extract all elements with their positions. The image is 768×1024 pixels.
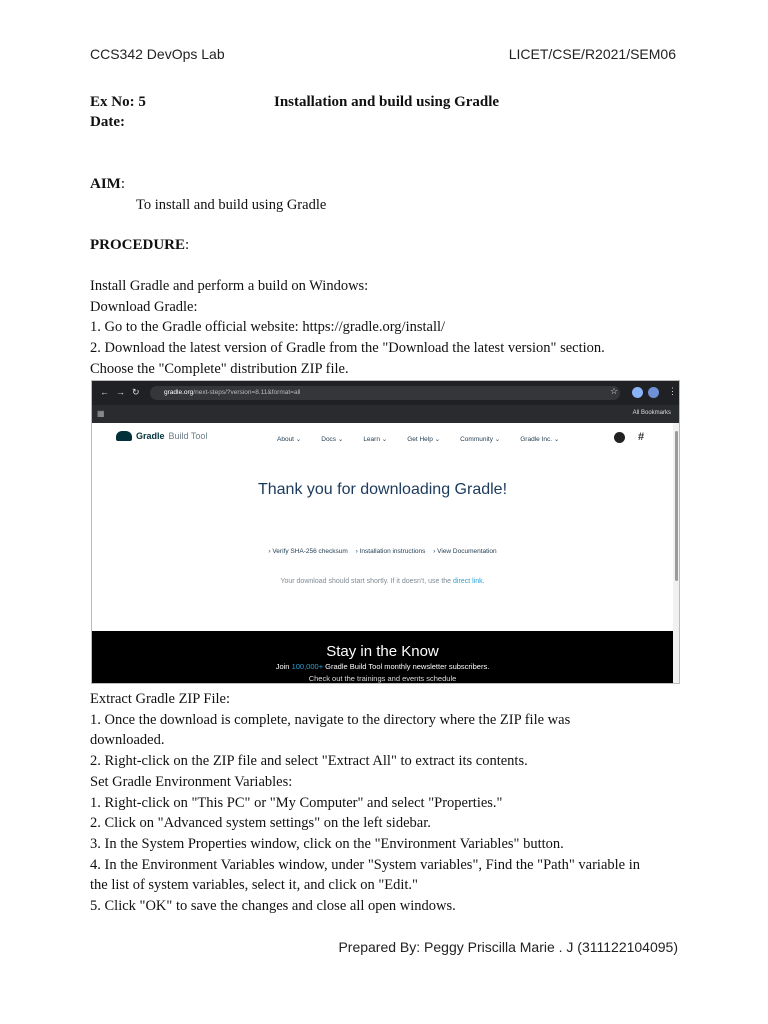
browser-toolbar [92, 381, 679, 405]
download-note-text: Your download should start shortly. If it doesn't, use the [280, 578, 452, 585]
prepared-by-footer: Prepared By: Peggy Priscilla Marie . J (311122104095) [338, 939, 678, 955]
date-label: Date: [90, 114, 125, 130]
logo-bold-text: Gradle [136, 431, 165, 441]
nav-get-help: Get Help ⌄ [407, 436, 441, 443]
nav-learn: Learn ⌄ [363, 436, 388, 443]
gradle-download-screenshot [91, 380, 680, 684]
aim-colon: : [120, 176, 125, 192]
step-line: Download Gradle: [90, 298, 198, 315]
installation-instructions-link: › Installation instructions [355, 548, 426, 555]
procedure-steps-download [90, 276, 680, 380]
gradle-nav [277, 435, 579, 443]
step-line: the list of system variables, select it, and click on "Edit." [90, 877, 418, 894]
nav-community: Community ⌄ [460, 436, 501, 443]
step-line: 1. Right-click on "This PC" or "My Computer" and select "Properties." [90, 794, 503, 811]
verify-checksum-link: › Verify SHA-256 checksum [268, 548, 348, 555]
step-line: Set Gradle Environment Variables: [90, 773, 293, 790]
menu-dots-icon: ⋮ [668, 386, 677, 396]
aim-label: AIM [90, 176, 121, 192]
download-links [92, 548, 673, 555]
url-host: gradle.org [164, 389, 194, 396]
banner-subtitle [92, 662, 673, 671]
procedure-colon: : [185, 237, 190, 253]
profile-avatar-icon [648, 387, 659, 398]
forward-icon: → [116, 387, 125, 397]
nav-gradle-inc: Gradle Inc. ⌄ [520, 436, 560, 443]
page-scrollbar [673, 423, 680, 684]
slack-icon: # [638, 431, 645, 443]
aim-text: To install and build using Gradle [136, 197, 327, 213]
back-icon: ← [100, 387, 109, 397]
exercise-number: Ex No: 5 [90, 94, 146, 110]
logo-thin-text: Build Tool [168, 431, 208, 441]
download-note [92, 578, 673, 585]
banner-count: 100,000+ [291, 662, 324, 671]
nav-about: About ⌄ [277, 436, 302, 443]
address-bar [150, 386, 620, 400]
banner-rest: Gradle Build Tool monthly newsletter subscribers. [325, 662, 490, 671]
thank-you-heading: Thank you for downloading Gradle! [257, 481, 508, 498]
step-line: Extract Gradle ZIP File: [90, 691, 230, 707]
exercise-title: Installation and build using Gradle [274, 94, 500, 110]
gradle-page [92, 423, 673, 684]
step-line: Choose the "Complete" distribution ZIP file. [90, 360, 349, 377]
gradle-logo [116, 431, 207, 441]
step-line: downloaded. [90, 732, 165, 749]
step-line: 1. Go to the Gradle official website: https://gradle.org/install/ [90, 319, 446, 336]
gradle-elephant-icon [116, 431, 132, 441]
url-path: /next-steps/?version=8.11&format=all [193, 389, 301, 396]
step-line: 4. In the Environment Variables window, under "System variables", Find the "Path" variable in [90, 856, 641, 873]
step-line: Install Gradle and perform a build on Windows: [90, 278, 369, 294]
direct-link: direct link. [453, 578, 485, 585]
reload-icon: ↻ [132, 387, 140, 397]
step-line: 1. Once the download is complete, navigate to the directory where the ZIP file was [90, 711, 571, 728]
apps-grid-icon: ▦ [97, 409, 105, 418]
step-line: 3. In the System Properties window, click on the "Environment Variables" button. [90, 835, 564, 852]
download-icon [632, 387, 643, 398]
step-line: 2. Download the latest version of Gradle from the "Download the latest version" section. [90, 340, 605, 357]
step-line: 5. Click "OK" to save the changes and close all open windows. [90, 898, 456, 915]
nav-docs: Docs ⌄ [321, 436, 344, 443]
all-bookmarks-label: All Bookmarks [632, 410, 671, 416]
view-documentation-link: › View Documentation [433, 548, 497, 555]
bookmarks-bar [92, 405, 679, 423]
procedure-label: PROCEDURE [90, 237, 186, 253]
banner-join: Join [275, 662, 290, 671]
newsletter-banner [92, 631, 673, 684]
header-code: LICET/CSE/R2021/SEM06 [508, 46, 676, 62]
banner-cut-line: Check out the trainings and events schedule [308, 674, 457, 683]
aim-heading [90, 176, 125, 193]
step-line: 2. Right-click on the ZIP file and select "Extract All" to extract its contents. [90, 753, 528, 770]
banner-title: Stay in the Know [326, 643, 439, 660]
github-icon [614, 432, 625, 443]
procedure-steps-setup [90, 689, 680, 917]
procedure-heading [90, 237, 189, 254]
scrollbar-thumb [675, 431, 678, 581]
step-line: 2. Click on "Advanced system settings" on the left sidebar. [90, 815, 431, 832]
bookmark-star-icon: ☆ [610, 386, 619, 396]
header-course: CCS342 DevOps Lab [90, 46, 225, 62]
